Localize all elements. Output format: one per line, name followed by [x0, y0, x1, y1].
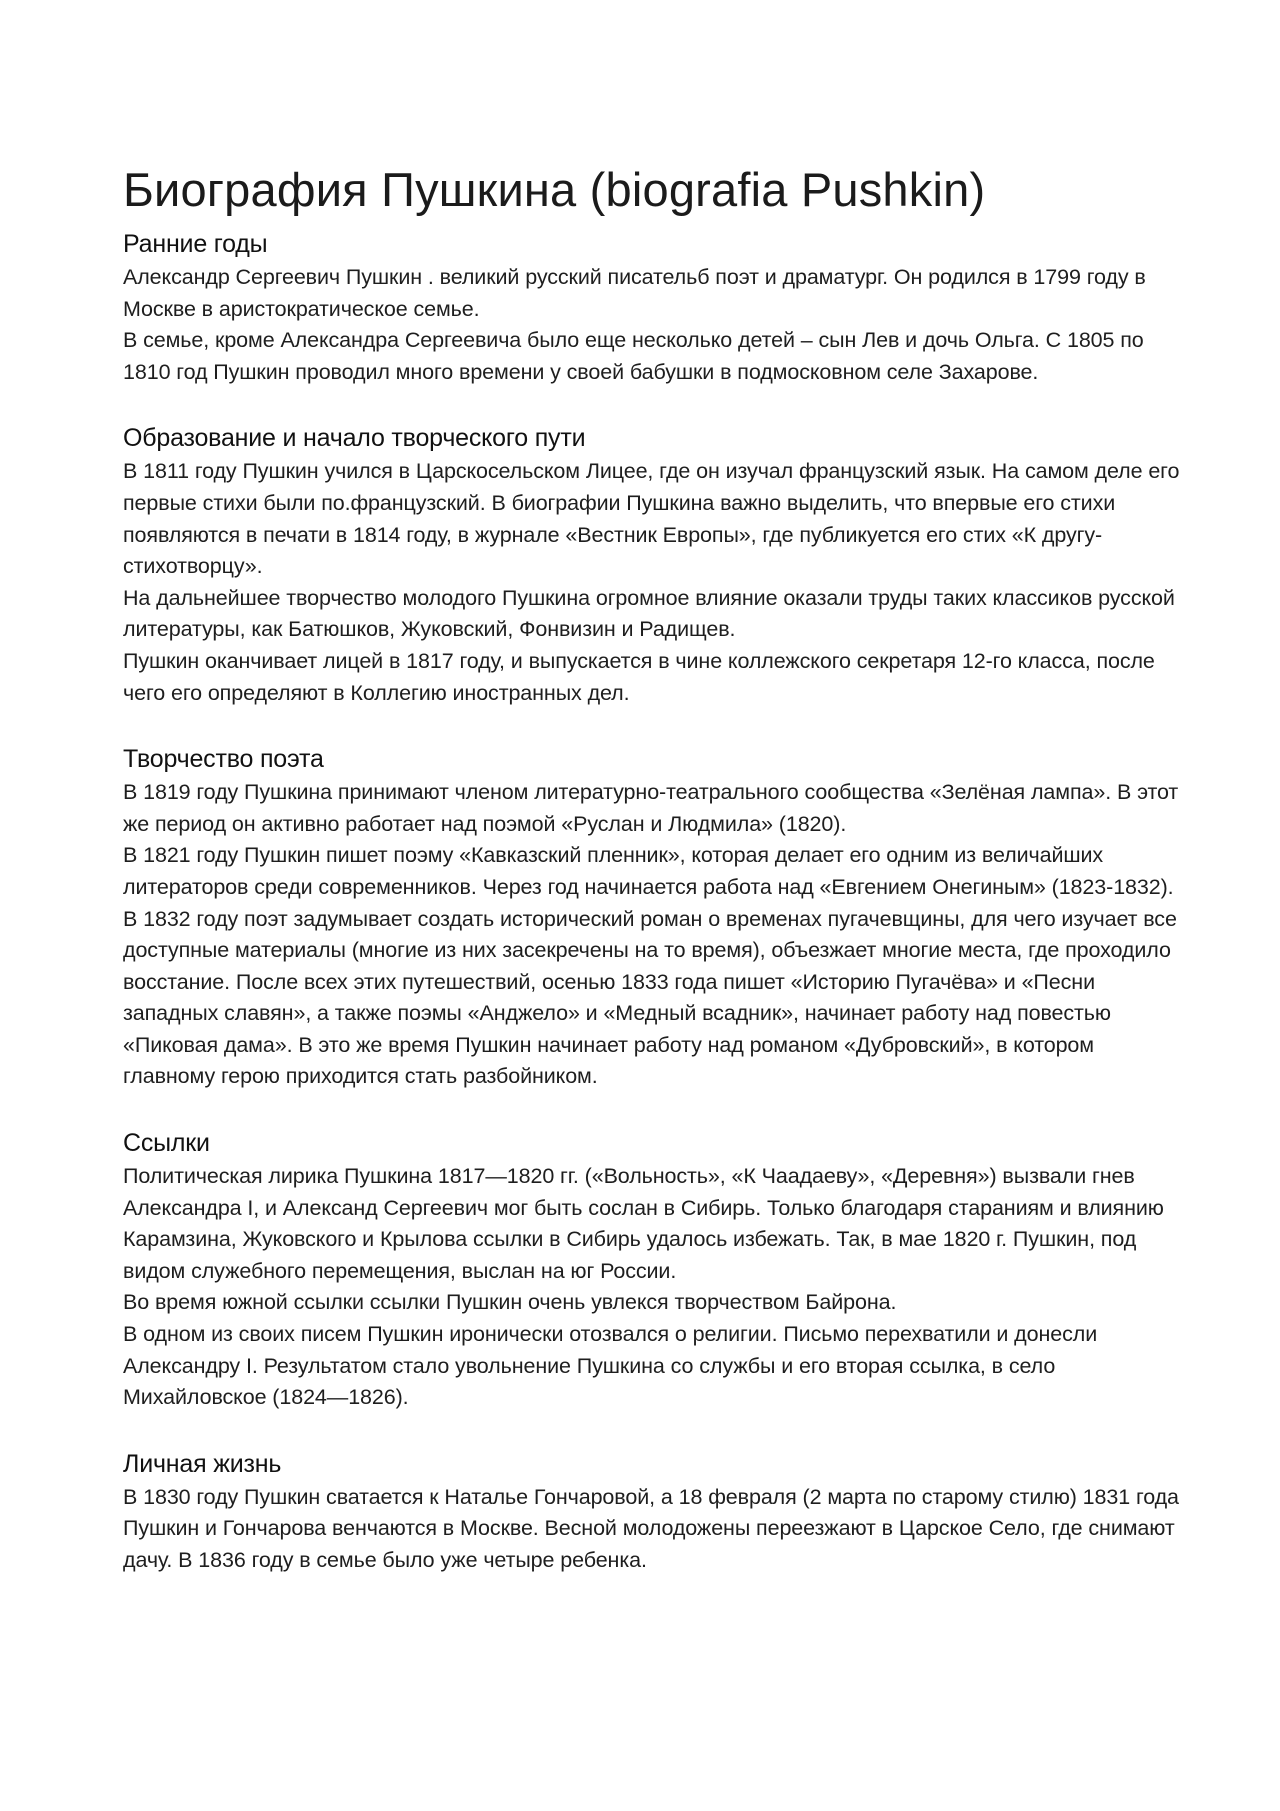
document-page: [123, 160, 1183, 1577]
section-paragraph: Александр Сергеевич Пушкин . великий русский писательб поэт и драматург. Он родился в 1799 году в Москве в аристократическое семье.: [123, 265, 1146, 321]
section-paragraph: Во время южной ссылки ссылки Пушкин очень увлекся творчеством Байрона.: [123, 1290, 897, 1315]
section-paragraph: Политическая лирика Пушкина 1817—1820 гг. («Вольность», «К Чаадаеву», «Деревня») вызвали гнев Александра I, и Александ Сергеевич мог быть сослан в Сибирь. Только благодаря стараниям и влиянию Карамзина, Жуковского и Крылова ссылки в Сибирь удалось избежать. Так, в мае 1820 г. Пушкин, под видом служебного перемещения, выслан на юг России.: [123, 1164, 1164, 1283]
section-paragraph: В 1819 году Пушкина принимают членом литературно-театрального сообщества «Зелёная лампа». В этот же период он активно работает над поэмой «Руслан и Людмила» (1820).: [123, 780, 1179, 836]
section-heading: Ссылки: [123, 1129, 210, 1158]
section-personal-life: [123, 1446, 1183, 1577]
section-education: [123, 420, 1183, 709]
section-paragraph: Пушкин оканчивает лицей в 1817 году, и выпускается в чине коллежского секретаря 12-го класса, после чего его определяют в Коллегию иностранных дел.: [123, 648, 1155, 705]
section-paragraph: В семье, кроме Александра Сергеевича было еще несколько детей – сын Лев и дочь Ольга. С 1805 по 1810 год Пушкин проводил много времени у своей бабушки в подмосковном селе Захарове.: [123, 328, 1144, 384]
section-creative-work: [123, 741, 1183, 1093]
section-paragraph: В 1811 году Пушкин учился в Царскосельском Лицее, где он изучал французский язык. На самом деле его первые стихи были по.французский. В биографии Пушкина важно выделить, что впервые его стихи появляются в печати в 1814 году, в журнале «Вестник Европы», где публикуется его стих «К другу-стихотворцу».: [123, 459, 1180, 579]
section-heading: Творчество поэта: [123, 745, 324, 774]
section-paragraph: В 1832 году поэт задумывает создать исторический роман о временах пугачевщины, для чего изучает все доступные материалы (многие из них засекречены на то время), объезжает многие места, где проходило восстание. После всех этих путешествий, осенью 1833 года пишет «Историю Пугачёва» и «Песни западных славян», а также поэмы «Анджело» и «Медный всадник», начинает работу над повестью «Пиковая дама». В это же время Пушкин начинает работу над романом «Дубровский», в котором главному герою приходится стать разбойником.: [123, 906, 1177, 1089]
document-title: Биография Пушкина (biografia Pushkin): [123, 163, 986, 216]
section-paragraph: В 1821 году Пушкин пишет поэму «Кавказский пленник», которая делает его одним из величайших литераторов среди современников. Через год начинается работа над «Евгением Онегиным» (1823-1832).: [123, 843, 1174, 899]
section-heading: Образование и начало творческого пути: [123, 424, 586, 453]
section-paragraph: На дальнейшее творчество молодого Пушкина огромное влияние оказали труды таких классиков русской литературы, как Батюшков, Жуковский, Фонвизин и Радищев.: [123, 585, 1175, 642]
section-heading: Ранние годы: [123, 230, 268, 258]
section-paragraph: В 1830 году Пушкин сватается к Наталье Гончаровой, а 18 февраля (2 марта по старому стилю) 1831 года Пушкин и Гончарова венчаются в Москве. Весной молодожены переезжают в Царское Село, где снимают дачу. В 1836 году в семье было уже четыре ребенка.: [123, 1484, 1179, 1572]
section-exile: [123, 1125, 1183, 1414]
section-early-years: [123, 226, 1183, 388]
section-heading: Личная жизнь: [123, 1449, 282, 1478]
section-paragraph: В одном из своих писем Пушкин иронически отозвался о религии. Письмо перехватили и донесли Александру I. Результатом стало увольнение Пушкина со службы и его вторая ссылка, в село Михайловское (1824—1826).: [123, 1322, 1098, 1410]
